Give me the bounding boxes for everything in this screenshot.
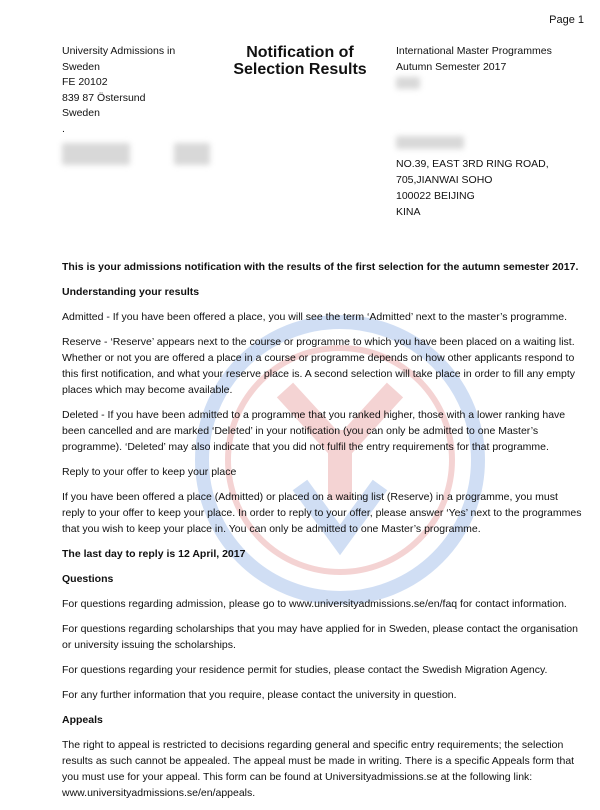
admitted-paragraph — [62, 309, 582, 325]
question-item: For questions regarding your residence permit for studies, please contact the Swedish Migration Agency. — [62, 664, 548, 676]
recipient-line: 100022 BEIJING — [396, 190, 475, 202]
redacted-name-row — [62, 143, 210, 170]
recipient-line: NO.39, EAST 3RD RING ROAD, — [396, 158, 549, 170]
deleted-term: Deleted — [62, 409, 99, 421]
redacted-name — [174, 143, 210, 165]
question-item: For questions regarding admission, please go to www.universityadmissions.se/en/faq for contact information. — [62, 598, 567, 610]
recipient-line: KINA — [396, 206, 421, 218]
questions-heading: Questions — [62, 573, 114, 585]
reply-heading: Reply to your offer to keep your place — [62, 466, 237, 478]
redacted-name — [62, 143, 130, 165]
recipient-line: 705,JIANWAI SOHO — [396, 174, 493, 186]
sender-line: Sweden — [62, 60, 100, 73]
reserve-term: Reserve — [62, 336, 102, 348]
sender-address — [62, 44, 175, 137]
question-item: For any further information that you require, please contact the university in question. — [62, 689, 457, 701]
document-title — [220, 44, 380, 78]
deleted-paragraph — [62, 407, 582, 455]
deleted-text: - If you have been admitted to a programme that you ranked higher, those with a lower ranking have been cancelled and are marked ‘Deleted’ in your notification (you can only be admitted to one Master’s programme). ‘Deleted’ may also indicate that you did not fulfil the entry requirements for that programme. — [62, 409, 566, 453]
title-line: Selection Results — [233, 61, 367, 78]
sender-line: Sweden — [62, 107, 100, 119]
redacted-recipient-name — [396, 136, 464, 149]
sender-line: 839 87 Östersund — [62, 91, 146, 104]
reply-paragraph: If you have been offered a place (Admitted) or placed on a waiting list (Reserve) in a programme, you must reply to your offer to keep your place. In order to reply to your offer, please answer ‘Yes’ next to the programmes that you wish to keep your place in. You can only be admitted to one Master’s programme. — [62, 491, 582, 535]
page-number: Page 1 — [549, 14, 584, 26]
appeals-paragraph: The right to appeal is restricted to decisions regarding general and specific entry requirements; the selection results as such cannot be appealed. The appeal must be made in writing. There is a specific Appeals form that you must use for your appeal. This form can be found at Universityadmissions.se at the following link: www.universityadmissions.se/en/appeals. — [62, 739, 575, 799]
programme-line: International Master Programmes — [396, 45, 552, 57]
reserve-paragraph — [62, 334, 582, 398]
sender-line: FE 20102 — [62, 76, 108, 88]
deadline-statement: The last day to reply is 12 April, 2017 — [62, 548, 246, 560]
appeals-heading: Appeals — [62, 714, 103, 726]
intro-statement: This is your admissions notification with the results of the first selection for the autumn semester 2017. — [62, 261, 579, 273]
redacted-id — [396, 77, 420, 89]
admitted-term: Admitted — [62, 311, 104, 323]
question-item: For questions regarding scholarships that you may have applied for in Sweden, please contact the organisation or university issuing the scholarships. — [62, 623, 578, 651]
notification-body — [62, 259, 582, 810]
programme-line: Autumn Semester 2017 — [396, 60, 507, 73]
title-line: Notification of — [246, 44, 354, 61]
reserve-text: - ‘Reserve’ appears next to the course or programme to which you have been placed on a waiting list. Whether or not you are offered a place in a course or programme depends on how other applicants respond to this first notification, and what your reserve place is. A second selection will take place in order to fill any empty places which may become available. — [62, 336, 576, 396]
understanding-heading: Understanding your results — [62, 286, 200, 298]
recipient-address — [396, 136, 549, 220]
sender-line: . — [62, 122, 65, 135]
programme-info — [396, 44, 552, 95]
admitted-text: - If you have been offered a place, you will see the term ‘Admitted’ next to the master’s programme. — [103, 311, 568, 323]
sender-line: University Admissions in — [62, 45, 176, 57]
